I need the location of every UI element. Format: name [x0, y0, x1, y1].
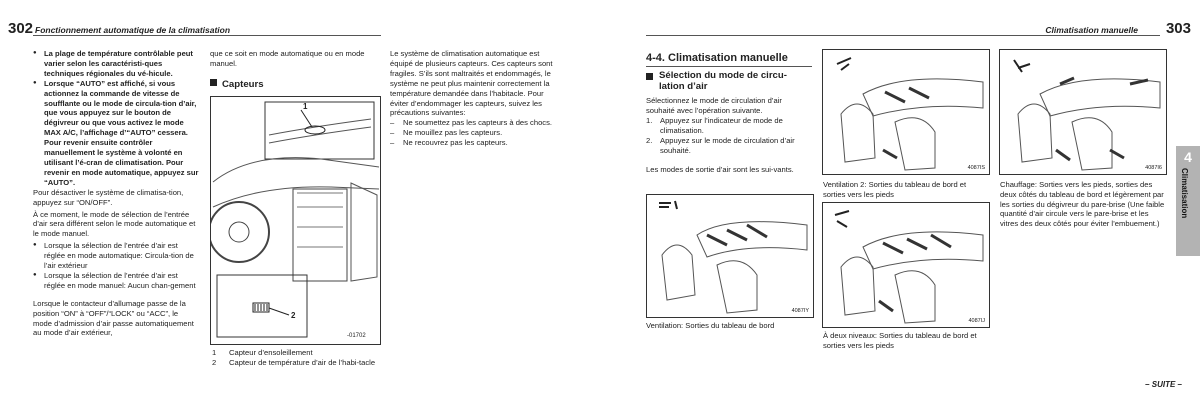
sub-heading: Sélection du mode de circu-lation d’air: [646, 70, 812, 92]
caption-ventilation: Ventilation: Sorties du tableau de bord: [646, 321, 775, 330]
chapter-label: Climatisation: [1180, 168, 1189, 219]
figure-legend: [212, 348, 378, 368]
legend-item: 1 Capteur d’ensoleillement: [212, 348, 313, 357]
figure-code: 4087I6: [1145, 165, 1162, 171]
right-running-title: Climatisation manuelle: [1045, 25, 1138, 35]
caption-deux-niveaux: À deux niveaux: Sorties du tableau de bord et sorties vers les pieds: [823, 331, 977, 350]
left-column-1: [33, 49, 199, 338]
callout-2: 2: [291, 311, 296, 320]
step-item: 2. Appuyez sur le mode de circulation d’air souhaité.: [646, 135, 795, 155]
right-header-rule: [646, 35, 1160, 36]
list-item: ● Lorsque la sélection de l’entrée d’air est réglée en mode manuel: Aucun chan-gement: [33, 271, 199, 291]
list-item: – Ne recouvrez pas les capteurs.: [390, 138, 556, 148]
ventilation-2-illustration: [823, 50, 989, 174]
left-column-3: [390, 49, 556, 148]
figure-code: 4087IS: [967, 165, 985, 171]
figure-ventilation: [646, 194, 814, 318]
caption-ventilation-2: Ventilation 2: Sorties du tableau de bord et sorties vers les pieds: [823, 180, 967, 199]
section-heading: 4-4. Climatisation manuelle: [646, 52, 788, 64]
paragraph: À ce moment, le mode de sélection de l’entrée d’air sera différent selon le mode automatique et le mode manuel.: [33, 209, 196, 239]
figure-code: 4087IY: [791, 308, 809, 314]
left-page-number: 302: [8, 20, 34, 37]
note-item: ● La plage de température contrôlable peut varier selon les caractéristi-ques techniques régionales du vé-hicule.: [33, 49, 199, 79]
figure-ventilation-2: [822, 49, 990, 175]
figure-code: 4087IJ: [968, 318, 985, 324]
paragraph: Pour désactiver le système de climatisa-tion, appuyez sur “ON/OFF”.: [33, 187, 184, 207]
ventilation-illustration: [647, 195, 813, 317]
step-item: 1. Appuyez sur l’indicateur de mode de climatisation.: [646, 115, 783, 135]
precautions-list: [390, 118, 556, 148]
figure-chauffage: [999, 49, 1167, 175]
outputs-intro: Les modes de sortie d’air sont les sui-vants.: [646, 165, 794, 175]
figure-code: -01702: [347, 333, 366, 339]
chapter-number: 4: [1184, 149, 1192, 165]
dashboard-illustration: [211, 97, 380, 344]
section-heading-capteurs: Capteurs: [210, 79, 264, 90]
left-running-title: Fonctionnement automatique de la climatisation: [35, 25, 231, 35]
right-page-number: 303: [1165, 20, 1191, 37]
right-column-1-text: [646, 96, 812, 175]
paragraph: Lorsque le contacteur d’allumage passe de la position “ON” à “OFF”/“LOCK” ou “ACC”, le mode d’admission d’air passe automatiquement au mode d’air extérieur,: [33, 298, 194, 338]
continued-paragraph: que ce soit en mode automatique ou en mode manuel.: [210, 49, 365, 68]
chauffage-illustration: [1000, 50, 1166, 174]
callout-1: 1: [303, 102, 308, 111]
list-item: – Ne soumettez pas les capteurs à des chocs.: [390, 118, 556, 128]
intake-list: [33, 241, 199, 291]
left-header-rule: [33, 35, 381, 36]
deux-niveaux-illustration: [823, 203, 989, 327]
caption-chauffage: Chauffage: Sorties vers les pieds, sorties des deux côtés du tableau de bord et légèrement par les sorties du dégivreur du pare-brise (Une faible quantité d’air circule vers le pare-brise et les vitres des deux côtés pour éviter l’embuement.): [1000, 180, 1165, 229]
section-rule: [646, 66, 812, 67]
chapter-tab: [1176, 146, 1200, 256]
steps-list: [646, 116, 812, 156]
notes-list: [33, 49, 199, 188]
figure-deux-niveaux: [822, 202, 990, 328]
list-item: – Ne mouillez pas les capteurs.: [390, 128, 556, 138]
paragraph: Le système de climatisation automatique est équipé de plusieurs capteurs. Ces capteurs sont fragiles. S’ils sont maltraités et endommagés, le système ne peut plus maintenir correctement la température demandée dans l’habitacle. Pour éviter d’endommager les capteurs, suivez les précautions suivantes:: [390, 49, 553, 118]
legend-item: 2 Capteur de température d’air de l’habi-tacle: [212, 357, 376, 367]
note-item: ● Lorsque “AUTO” est affiché, si vous actionnez la commande de vitesse de soufflante ou le mode de circula-tion d’air, que vous appuyez sur le bouton de dégivreur ou que vous activez le mode MAX A/C, l’affichage d’“AUTO” cessera. Pour revenir ensuite contrôler manuellement le système à volonté en utilisant l’é-cran de climatisation. Pour revenir en mode automatique, appuyez sur “AUTO”.: [33, 79, 199, 188]
intro-paragraph: Sélectionnez le mode de circulation d’air souhaité avec l’opération suivante.: [646, 96, 782, 115]
continued-footer: – SUITE –: [1145, 380, 1182, 389]
list-item: ● Lorsque la sélection de l’entrée d’air est réglée en mode automatique: Circula-tion de l’air extérieur: [33, 241, 199, 271]
sensors-figure: [210, 96, 381, 345]
